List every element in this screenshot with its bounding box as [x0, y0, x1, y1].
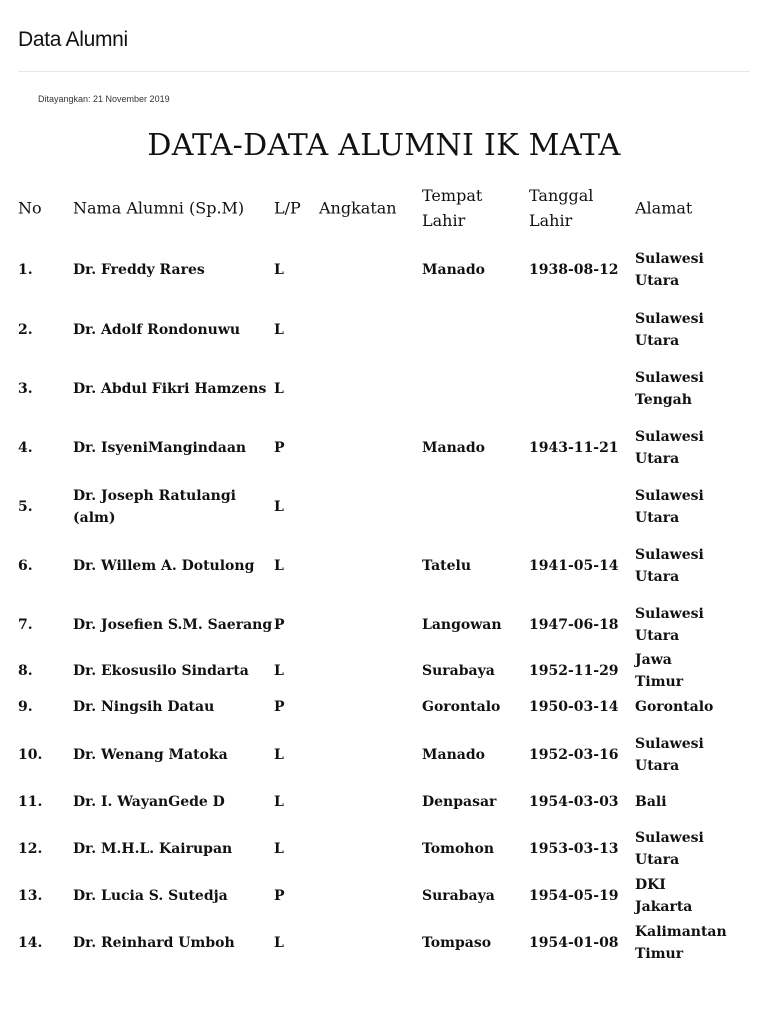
cell-tempat-lahir: Gorontalo [422, 699, 501, 715]
cell-lp: L [274, 935, 284, 951]
cell-nama: Dr. Willem A. Dotulong [73, 557, 255, 574]
cell-alamat: Sulawesi Utara [635, 487, 704, 526]
cell-nama: Dr. Wenang Matoka [73, 747, 228, 763]
cell-tanggal-lahir: 1954-03-03 [529, 793, 619, 810]
cell-tempat-lahir: Denpasar [422, 793, 497, 810]
cell-alamat: DKI Jakarta [635, 876, 693, 915]
table-row [18, 686, 758, 728]
cell-no: 12. [18, 840, 43, 857]
cell-tanggal-lahir: 1947-06-18 [529, 616, 619, 633]
page-title: Data Alumni [18, 28, 128, 51]
cell-tempat-lahir: Surabaya [422, 887, 495, 904]
cell-tempat-lahir: Langowan [422, 616, 502, 633]
table-row [18, 821, 758, 876]
header-no: No [18, 198, 42, 218]
header-tempat-lahir: Tempat Lahir [422, 186, 483, 230]
table-row [18, 302, 758, 357]
cell-alamat: Sulawesi Utara [635, 310, 704, 349]
cell-no: 6. [18, 557, 33, 574]
cell-tempat-lahir: Manado [422, 747, 485, 763]
cell-tempat-lahir: Tompaso [422, 935, 492, 951]
cell-no: 2. [18, 321, 33, 338]
cell-no: 5. [18, 498, 33, 515]
cell-no: 11. [18, 793, 43, 810]
cell-lp: P [274, 616, 285, 633]
cell-tanggal-lahir: 1952-11-29 [529, 663, 619, 679]
cell-lp: P [274, 699, 285, 715]
table-row [18, 538, 758, 593]
cell-nama: Dr. Joseph Ratulangi (alm) [73, 487, 236, 526]
cell-lp: L [274, 793, 284, 810]
cell-lp: L [274, 498, 284, 515]
cell-no: 10. [18, 747, 43, 763]
header-nama: Nama Alumni (Sp.M) [73, 198, 245, 218]
cell-alamat: Gorontalo [635, 699, 714, 715]
cell-tanggal-lahir: 1954-01-08 [529, 935, 619, 951]
table-row [18, 728, 758, 782]
cell-alamat: Bali [635, 793, 667, 810]
cell-alamat: Sulawesi Utara [635, 251, 704, 289]
cell-tanggal-lahir: 1950-03-14 [529, 699, 619, 715]
header-tanggal-lahir: Tanggal Lahir [529, 186, 594, 230]
cell-nama: Dr. Josefien S.M. Saerang [73, 616, 273, 633]
header-lp: L/P [274, 198, 301, 218]
cell-tempat-lahir: Manado [422, 439, 485, 456]
cell-nama: Dr. Reinhard Umboh [73, 935, 235, 951]
posted-date: Ditayangkan: 21 November 2019 [38, 94, 170, 104]
cell-alamat: Kalimantan Timur [635, 924, 727, 962]
cell-tanggal-lahir: 1954-05-19 [529, 887, 619, 904]
table-row [18, 475, 758, 538]
cell-tanggal-lahir: 1952-03-16 [529, 747, 619, 763]
table-row [18, 915, 758, 971]
cell-alamat: Sulawesi Utara [635, 605, 704, 644]
header-angkatan: Angkatan [319, 198, 397, 218]
table-row [18, 652, 758, 690]
cell-lp: L [274, 557, 284, 574]
cell-tempat-lahir: Surabaya [422, 663, 495, 679]
cell-nama: Dr. M.H.L. Kairupan [73, 840, 233, 857]
cell-no: 7. [18, 616, 33, 633]
table-row [18, 357, 758, 420]
table-row [18, 593, 758, 656]
cell-tempat-lahir: Tomohon [422, 840, 494, 857]
table-row [18, 238, 758, 302]
cell-no: 1. [18, 262, 33, 278]
cell-tanggal-lahir: 1938-08-12 [529, 262, 619, 278]
cell-lp: L [274, 262, 284, 278]
document-title: DATA-DATA ALUMNI IK MATA [147, 128, 621, 163]
table-header-row [18, 178, 758, 238]
cell-tempat-lahir: Tatelu [422, 557, 472, 574]
cell-alamat: Sulawesi Tengah [635, 369, 704, 408]
cell-nama: Dr. IsyeniMangindaan [73, 439, 247, 456]
header-alamat: Alamat [635, 198, 693, 218]
cell-alamat: Sulawesi Utara [635, 428, 704, 467]
cell-nama: Dr. Adolf Rondonuwu [73, 321, 241, 338]
cell-no: 9. [18, 699, 33, 715]
table-row [18, 876, 758, 915]
cell-tempat-lahir: Manado [422, 262, 485, 278]
cell-lp: L [274, 840, 284, 857]
cell-lp: P [274, 887, 285, 904]
cell-nama: Dr. I. WayanGede D [73, 793, 225, 810]
cell-alamat: Sulawesi Utara [635, 736, 704, 774]
cell-nama: Dr. Lucia S. Sutedja [73, 887, 228, 904]
cell-no: 8. [18, 663, 33, 679]
cell-nama: Dr. Freddy Rares [73, 262, 205, 278]
cell-nama: Dr. Ningsih Datau [73, 699, 215, 715]
cell-alamat: Jawa Timur [635, 652, 684, 690]
cell-tanggal-lahir: 1943-11-21 [529, 439, 619, 456]
cell-tanggal-lahir: 1953-03-13 [529, 840, 619, 857]
cell-no: 3. [18, 380, 33, 397]
cell-no: 4. [18, 439, 33, 456]
cell-lp: P [274, 439, 285, 456]
table-row [18, 782, 758, 821]
cell-alamat: Sulawesi Utara [635, 829, 704, 868]
cell-nama: Dr. Abdul Fikri Hamzens [73, 380, 267, 397]
cell-lp: L [274, 321, 284, 338]
cell-lp: L [274, 747, 284, 763]
cell-lp: L [274, 663, 284, 679]
cell-nama: Dr. Ekosusilo Sindarta [73, 663, 249, 679]
cell-tanggal-lahir: 1941-05-14 [529, 557, 619, 574]
cell-no: 13. [18, 887, 43, 904]
cell-lp: L [274, 380, 284, 397]
table-row [18, 420, 758, 475]
cell-alamat: Sulawesi Utara [635, 546, 704, 585]
alumni-table [18, 178, 758, 971]
cell-no: 14. [18, 935, 43, 951]
header-divider [18, 71, 750, 72]
